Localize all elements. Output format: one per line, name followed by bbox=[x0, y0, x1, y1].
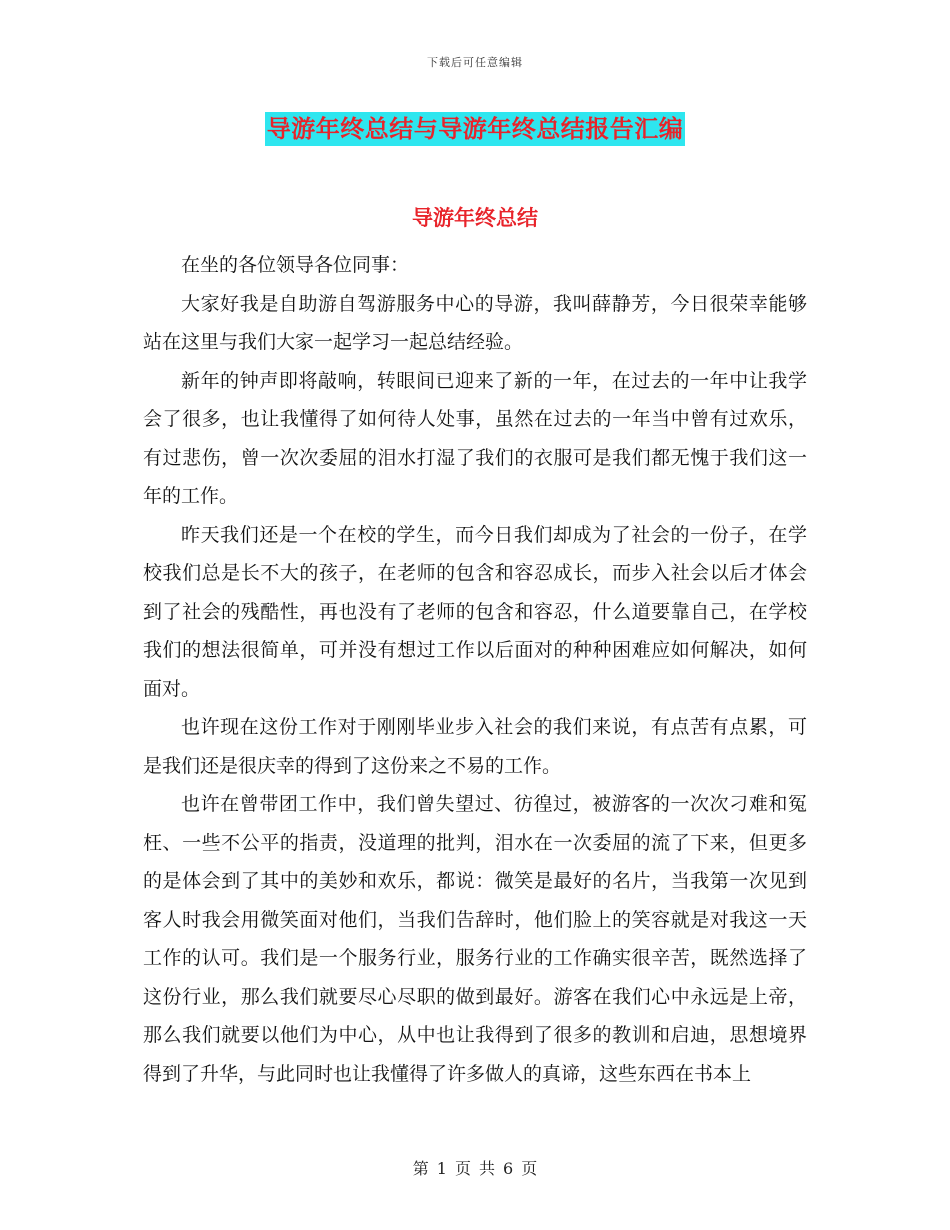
footer-total-prefix: 共 bbox=[479, 1159, 496, 1178]
main-title: 导游年终总结与导游年终总结报告汇编 bbox=[265, 112, 686, 146]
footer-page-word: 页 bbox=[454, 1159, 471, 1178]
main-title-container bbox=[0, 112, 950, 146]
paragraph: 在坐的各位领导各位同事： bbox=[181, 254, 410, 276]
footer-suffix: 页 bbox=[521, 1159, 538, 1178]
footer-total-pages: 6 bbox=[503, 1159, 514, 1178]
page-footer bbox=[0, 1156, 950, 1179]
header-note: 下载后可任意编辑 bbox=[427, 56, 523, 69]
section-title: 导游年终总结 bbox=[412, 206, 538, 230]
paragraph: 也许在曾带团工作中，我们曾失望过、彷徨过，被游客的一次次刁难和冤枉、一些不公平的指责，没道理的批判，泪水在一次委屈的流了下来，但更多的是体会到了其中的美妙和欢乐，都说：微笑是最好的名片，当我第一次见到客人时我会用微笑面对他们，当我们告辞时，他们脸上的笑容就是对我这一天工作的认可。我们是一个服务行业，服务行业的工作确实很辛苦，既然选择了这份行业，那么我们就要尽心尽职的做到最好。游客在我们心中永远是上帝，那么我们就要以他们为中心，从中也让我得到了很多的教训和启迪，思想境界得到了升华，与此同时也让我懂得了许多做人的真谛，这些东西在书本上 bbox=[143, 793, 807, 1085]
footer-prefix: 第 bbox=[412, 1159, 429, 1178]
body-text bbox=[143, 246, 807, 1093]
paragraph: 也许现在这份工作对于刚刚毕业步入社会的我们来说，有点苦有点累，可是我们还是很庆幸的得到了这份来之不易的工作。 bbox=[143, 716, 807, 777]
paragraph: 昨天我们还是一个在校的学生，而今日我们却成为了社会的一份子，在学校我们总是长不大的孩子，在老师的包含和容忍成长，而步入社会以后才体会到了社会的残酷性，再也没有了老师的包含和容忍，什么道要靠自己，在学校我们的想法很简单，可并没有想过工作以后面对的种种困难应如何解决，如何面对。 bbox=[143, 523, 807, 700]
footer-current-page: 1 bbox=[436, 1159, 447, 1178]
paragraph: 新年的钟声即将敲响，转眼间已迎来了新的一年，在过去的一年中让我学会了很多，也让我懂得了如何待人处事，虽然在过去的一年当中曾有过欢乐，有过悲伤，曾一次次委屈的泪水打湿了我们的衣服可是我们都无愧于我们这一年的工作。 bbox=[143, 369, 807, 507]
paragraph: 大家好我是自助游自驾游服务中心的导游，我叫薛静芳，今日很荣幸能够站在这里与我们大家一起学习一起总结经验。 bbox=[143, 292, 807, 353]
